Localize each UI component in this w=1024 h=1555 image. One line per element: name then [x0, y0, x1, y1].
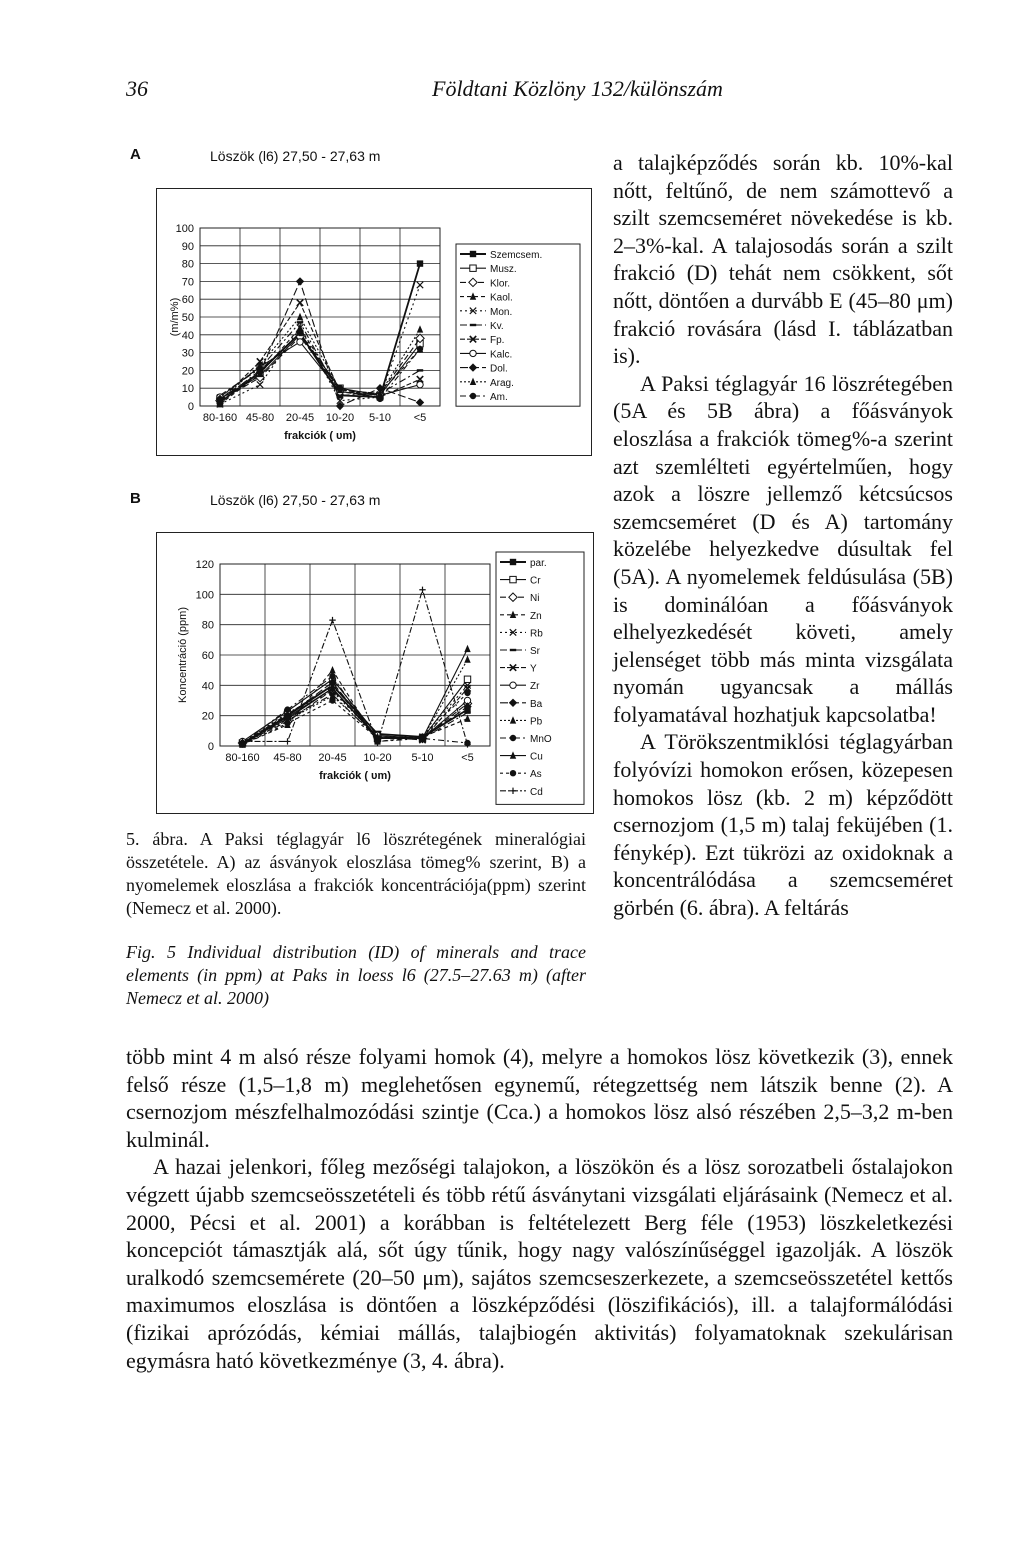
panel-b-ytick-label: 120: [195, 559, 214, 571]
panel-a-ytick-label: 20: [181, 365, 194, 378]
panel-b-legend: [496, 552, 584, 804]
panel-b-title: Löszök (l6) 27,50 - 27,63 m: [210, 492, 381, 508]
panel-b-data-point: [419, 734, 425, 740]
panel-a-ytick-label: 70: [181, 276, 194, 289]
panel-b-ytick-label: 20: [201, 710, 214, 723]
panel-a-ytick-label: 100: [175, 223, 194, 235]
panel-a-legend-marker: [470, 265, 476, 271]
panel-a-ytick-label: 10: [181, 383, 194, 396]
right-paragraph-2: A Paksi téglagyár 16 löszrétegében (5A és 5B ábra) a főásványok eloszlása a frakciók tömeg%-a szerint azt szemlélteti egyértelműen, hogy azok a löszre jellemző kétcsúcsos szemcseméret (D és A) tartomány közelébe helyezkedve dúsultak fel (5A). A nyomelemek feldúsulása (5B) is dominálóan a főásványok elhelyezkedését követi, amely jelenséget több más minta vizsgálata nyomán ugyancsak a mállás folyamatával hozhatjuk kapcsolatba!: [613, 370, 953, 727]
full-paragraph-1: több mint 4 m alsó része folyami homok (4), melyre a homokos lösz következik (3), ennek felső része (1,5–1,8 m) meglehetősen egynemű, rétegzettség nem látszik benne (2). A csernozjom mészfelhalmozódási szintje (Cca.) a homokos lösz alsó részében 2,5–3,2 m-ben kulminál.: [126, 1044, 953, 1152]
panel-a-ylabel: (m/m%): [169, 297, 181, 337]
panel-b-data-point: [464, 711, 470, 713]
panel-a-legend-marker: [470, 393, 476, 399]
panel-a-xtick-label: <5: [413, 412, 427, 424]
panel-a-legend-label: Klor.: [490, 278, 511, 290]
panel-b-legend-label: Zr: [530, 681, 540, 693]
panel-a-xtick-label: 10-20: [325, 412, 355, 424]
panel-b-data-point: [284, 738, 290, 744]
panel-b-data-point: [329, 666, 335, 673]
panel-b-legend-label: Cd: [530, 786, 543, 798]
right-paragraph-3: A Törökszentmiklósi téglagyárban folyóvízi homokon erősen, közepesen homokos lösz (kb. 2 m) képződött csernozjom (1,5 m) talaj feküjében (1. fénykép). Ezt tükrözi az oxidoknak a koncentrálódása a szemcseméret görbén (6. ábra). A feltárás: [613, 729, 953, 921]
panel-b-data-point: [464, 676, 470, 682]
page-number: 36: [126, 76, 148, 101]
panel-a-legend-marker: [470, 251, 476, 257]
panel-a-data-point: [417, 381, 423, 387]
panel-a-data-point: [257, 367, 263, 373]
panel-a-ytick-label: 50: [181, 312, 194, 324]
panel-a-legend-marker: [470, 350, 476, 356]
panel-b-xtick-label: 20-45: [318, 752, 347, 764]
panel-a-ytick-label: 30: [181, 347, 194, 360]
panel-a-legend: [456, 244, 580, 406]
panel-b-legend-marker: [510, 735, 516, 741]
panel-a-xtick-label: 5-10: [368, 412, 392, 424]
panel-b-ytick-label: 0: [207, 741, 214, 753]
panel-b-xtick-label: 45-80: [273, 752, 302, 764]
panel-a-data-point: [417, 325, 423, 332]
full-paragraph-2: A hazai jelenkori, főleg mezőségi talajokon, a löszökön és a lösz sorozatbeli őstalajokon végzett újabb szemcseösszetételi és több rétű ásványtani vizsgálati eljárásaink (Nemecz et al. 2000, Pécsi et al. 2001) a korábban is feltételezett Berg féle (1953) löszkeletkezési koncepciót támasztják alá, sőt úgy tűnik, hogy nagy valószínűséggel igazolják. A löszök uralkodó szemcsemérete (20–50 μm), sajátos szemcseszerkezete, a szemcseösszetétel kettős maximumos eloszlása is döntően a löszképződési (löszifikációs), ill. a talajformálódási (fizikai aprózódás, kémiai mállás, talajbiogén aktivitás) folyamatoknak szekulárisan egymásra ható következménye (3, 4. ábra).: [126, 1154, 953, 1373]
panel-b-legend-label: Cu: [530, 751, 543, 763]
panel-a-legend-label: Am.: [490, 392, 508, 403]
panel-b-legend-label: Y: [530, 663, 537, 675]
panel-a-ytick-label: 90: [181, 240, 194, 253]
figure-caption-hu: 5. ábra. A Paksi téglagyár l6 löszrétegének mineralógiai összetétele. A) az ásványok eloszlása tömeg% szerint, B) a nyomelemek eloszlása a frakciók koncentrációja(ppm) szerint (Nemecz et al. 2000).: [126, 829, 586, 918]
panel-b-ytick-label: 60: [201, 650, 214, 662]
figure-panel-b: [130, 486, 592, 816]
panel-b-data-point: [464, 655, 470, 662]
panel-a-title: Löszök (l6) 27,50 - 27,63 m: [210, 148, 381, 164]
panel-a-ytick-label: 40: [181, 329, 194, 342]
panel-a-plot: [169, 223, 440, 442]
panel-a-data-point: [416, 398, 424, 406]
panel-b-xtick-label: 10-20: [363, 752, 392, 764]
panel-a-legend-label: Mon.: [490, 306, 513, 318]
full-width-text: [126, 1043, 953, 1374]
panel-a-data-point: [297, 330, 303, 336]
panel-b-legend-marker: [510, 770, 516, 776]
panel-b-xtick-label: 80-160: [225, 752, 260, 764]
panel-b-legend-label: Ba: [530, 698, 543, 710]
panel-a-ytick-label: 80: [181, 258, 194, 271]
panel-a-data-point: [377, 396, 383, 402]
panel-a-ytick-label: 0: [187, 401, 194, 413]
panel-a-legend-label: Fp.: [490, 335, 505, 347]
panel-b-xtick-label: 5-10: [411, 752, 434, 764]
panel-b-plot: [177, 559, 490, 782]
panel-b-legend-label: Ni: [530, 593, 540, 605]
panel-b-xtick-label: <5: [461, 752, 474, 764]
panel-a-legend-label: Kv.: [490, 321, 504, 332]
panel-b-legend-marker: [510, 682, 516, 688]
panel-b-data-point: [329, 673, 335, 679]
panel-a-legend-label: Kalc.: [490, 349, 513, 361]
panel-b-chart: [130, 486, 592, 816]
panel-b-letter: B: [130, 490, 141, 507]
panel-b-legend-label: MnO: [530, 734, 552, 745]
panel-a-xtick-label: 80-160: [202, 412, 238, 424]
panel-b-legend-label: par.: [530, 558, 547, 569]
panel-b-data-point: [329, 617, 335, 623]
panel-b-data-point: [419, 587, 425, 593]
panel-a-data-point: [337, 385, 343, 391]
panel-a-data-point: [417, 369, 423, 371]
panel-b-data-point: [329, 697, 335, 703]
panel-a-data-point: [297, 313, 303, 320]
panel-a-data-point: [297, 300, 303, 306]
panel-b-legend-box: [496, 552, 584, 804]
panel-a-data-point: [217, 397, 223, 403]
panel-b-legend-marker: [510, 649, 516, 651]
panel-b-ytick-label: 40: [201, 680, 214, 693]
panel-a-legend-label: Kaol.: [490, 292, 513, 304]
panel-b-data-point: [284, 720, 290, 726]
panel-b-legend-label: As: [530, 769, 542, 781]
panel-a-chart: [130, 140, 590, 470]
panel-b-data-point: [284, 706, 290, 712]
journal-header: Földtani Közlöny 132/különszám: [432, 76, 723, 101]
panel-b-ytick-label: 80: [201, 619, 214, 632]
panel-a-xtick-label: 20-45: [285, 412, 315, 424]
panel-a-legend-label: Arag.: [490, 377, 514, 389]
panel-a-xlabel: frakciók ( υm): [284, 430, 356, 442]
panel-b-legend-marker: [510, 576, 516, 582]
panel-b-data-point: [464, 645, 470, 652]
panel-b-legend-label: Rb: [530, 628, 543, 640]
panel-a-letter: A: [130, 146, 141, 163]
panel-a-legend-label: Szemcsem.: [490, 250, 543, 261]
panel-a-data-point: [417, 346, 423, 352]
figure-caption-en: Fig. 5 Individual distribution (ID) of minerals and trace elements (in ppm) at Paks in loess l6 (27.5–27.63 m) (after Nemecz et al. 2000): [126, 942, 586, 1008]
panel-a-xtick-label: 45-80: [245, 412, 275, 424]
panel-b-legend-label: Cr: [530, 575, 541, 587]
panel-a-ytick-label: 60: [181, 294, 194, 307]
panel-a-legend-label: Musz.: [490, 264, 517, 276]
panel-a-legend-marker: [470, 324, 476, 326]
panel-b-ylabel: Koncentráció (ppm): [177, 607, 189, 703]
panel-a-legend-label: Dol.: [490, 363, 508, 375]
panel-b-ytick-label: 100: [195, 589, 214, 602]
figure-panel-a: [130, 140, 590, 470]
panel-a-data-point: [417, 260, 423, 266]
panel-b-data-point: [464, 690, 470, 696]
right-paragraph-1: a talajképződés során kb. 10%-kal nőtt, feltűnő, de nem számottevő a szilt szemcseméret növekedése is kb. 2–3%-kal. A talajosodás során a szilt frakció (D) tehát nem csökkent, sőt nőtt, döntően a durvább E (45–80 μm) frakció rovására (lásd I. táblázatban is).: [613, 150, 953, 369]
panel-b-legend-label: Sr: [530, 646, 540, 657]
panel-b-legend-marker: [510, 559, 516, 565]
panel-a-data-point: [417, 282, 423, 288]
panel-b-legend-label: Zn: [530, 610, 542, 622]
panel-a-data-point: [296, 277, 304, 285]
panel-b-xlabel: frakciók ( υm): [319, 770, 391, 782]
right-column-text: [613, 149, 953, 922]
panel-b-legend-label: Pb: [530, 716, 543, 728]
panel-a-data-point: [297, 339, 303, 345]
